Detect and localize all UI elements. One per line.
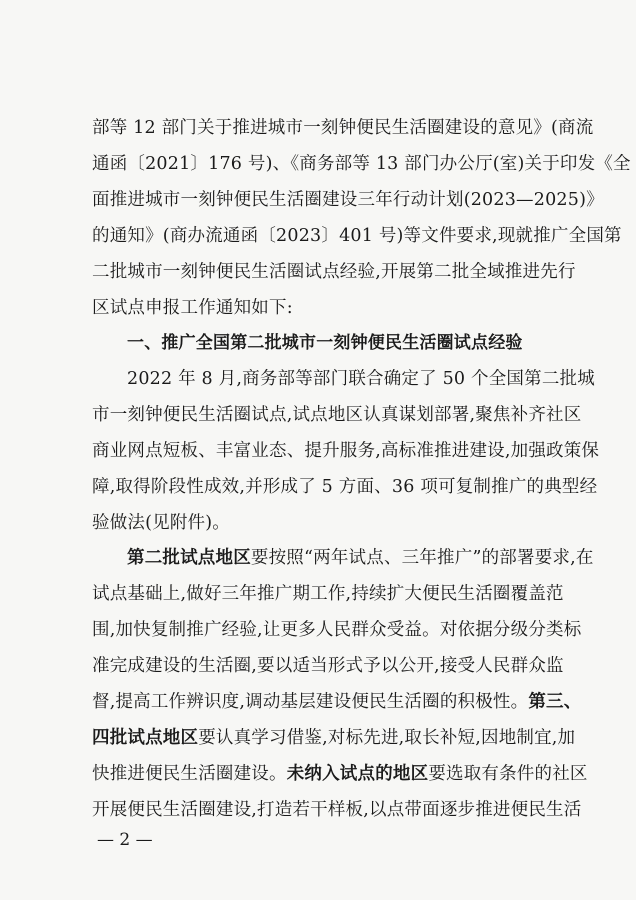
para2-line xyxy=(92,690,582,714)
intro-line: 二批城市一刻钟便民生活圈试点经验,开展第二批全域推进先行 xyxy=(92,262,576,282)
para2-line: 准完成建设的生活圈,要以适当形式予以公开,接受人民群众监 xyxy=(92,656,564,676)
para2-line xyxy=(92,762,588,786)
section-heading: 一、推广全国第二批城市一刻钟便民生活圈试点经验 xyxy=(127,333,523,353)
para1-line: 2022 年 8 月,商务部等部门联合确定了 50 个全国第二批城 xyxy=(127,369,595,389)
intro-line: 通函〔2021〕176 号)、《商务部等 13 部门办公厅(室)关于印发《全 xyxy=(92,154,631,174)
text-run: 督,提高工作辨识度,调动基层建设便民生活圈的积极性。 xyxy=(92,692,529,712)
para1-line: 商业网点短板、丰富业态、提升服务,高标准推进建设,加强政策保 xyxy=(92,441,600,461)
bold-phrase: 四批试点地区 xyxy=(92,728,199,748)
text-run: 要选取有条件的社区 xyxy=(428,764,588,784)
para1-line: 验做法(见附件)。 xyxy=(92,513,230,533)
intro-line: 的通知》(商办流通函〔2023〕401 号)等文件要求,现就推广全国第 xyxy=(92,226,622,246)
bold-phrase: 未纳入试点的地区 xyxy=(286,764,429,784)
para1-line: 障,取得阶段性成效,并形成了 5 方面、36 项可复制推广的典型经 xyxy=(92,477,598,497)
text-run: 快推进便民生活圈建设。 xyxy=(92,764,287,784)
text-run: 要按照“两年试点、三年推广”的部署要求,在 xyxy=(250,548,594,568)
page-number: — 2 — xyxy=(97,830,153,850)
para2-line: 试点基础上,做好三年推广期工作,持续扩大便民生活圈覆盖范 xyxy=(92,584,564,604)
para2-line: 围,加快复制推广经验,让更多人民群众受益。对依据分级分类标 xyxy=(92,620,582,640)
para2-line xyxy=(127,546,594,570)
intro-line: 面推进城市一刻钟便民生活圈建设三年行动计划(2023—2025)》 xyxy=(92,190,604,210)
bold-phrase: 第三、 xyxy=(528,692,582,712)
intro-line: 部等 12 部门关于推进城市一刻钟便民生活圈建设的意见》(商流 xyxy=(92,118,594,138)
para2-line: 开展便民生活圈建设,打造若干样板,以点带面逐步推进便民生活 xyxy=(92,800,582,820)
text-run: 要认真学习借鉴,对标先进,取长补短,因地制宜,加 xyxy=(198,728,576,748)
intro-line: 区试点申报工作通知如下: xyxy=(92,298,293,318)
para2-line xyxy=(92,726,576,750)
para1-line: 市一刻钟便民生活圈试点,试点地区认真谋划部署,聚焦补齐社区 xyxy=(92,405,582,425)
bold-phrase: 第二批试点地区 xyxy=(127,548,251,568)
